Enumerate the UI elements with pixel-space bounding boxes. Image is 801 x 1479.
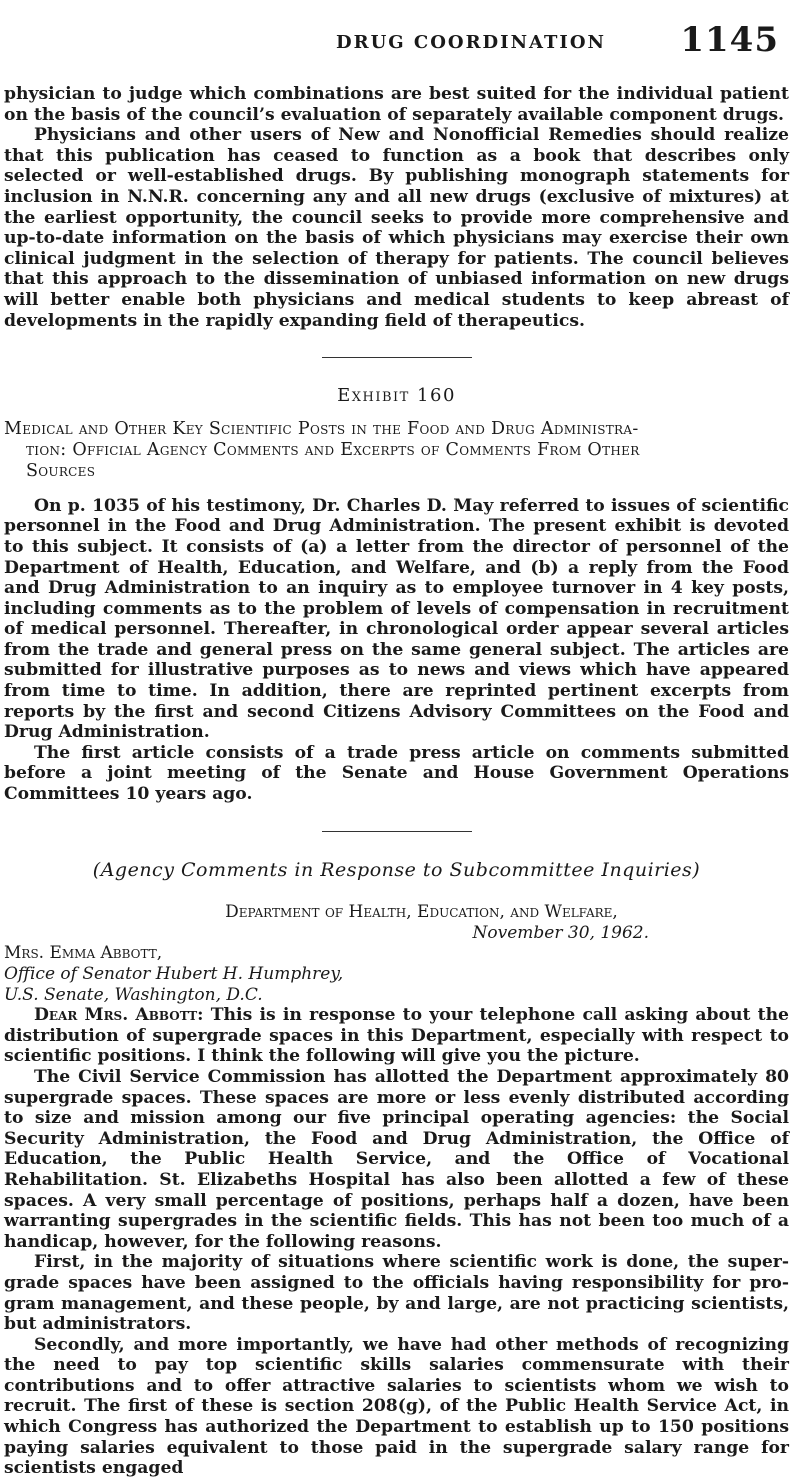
recipient-name: Mrs. Emma Abbott, [4, 943, 163, 964]
letter-address [4, 943, 789, 1005]
exhibit-heading-line: tion: Official Agency Comments and Excerpts of Comments From Other [26, 439, 640, 460]
letter-paragraph: First, in the majority of situations where scientific work is done, the super-grade spaces have been assigned to the officials having responsibility for pro-gram management, and these people, by and large, are not practicing scientists, but administrators. [4, 1252, 789, 1335]
exhibit-heading-line: Sources [26, 460, 96, 481]
letter-text: This is in response to your telephone call asking about the distribution of supergrade spaces in this Department, especially with respect to scientific positions. I think the following will give you the picture. [4, 1005, 789, 1067]
exhibit-heading-line: Medical and Other Key Scientific Posts in the Food and Drug Administra- [4, 418, 639, 439]
exhibit-paragraph: The first article consists of a trade press article on comments submitted before a joint meeting of the Senate and House Government Operations Committees 10 years ago. [4, 742, 789, 805]
letter-date: November 30, 1962. [472, 922, 649, 943]
letter-department: Department of Health, Education, and Welfare, [225, 902, 618, 923]
exhibit-heading [4, 419, 789, 482]
section-title: (Agency Comments in Response to Subcommittee Inquiries) [92, 858, 701, 881]
divider [322, 831, 472, 832]
salutation: Dear Mrs. Abbott: [34, 1005, 204, 1026]
letter-paragraph: The Civil Service Commission has allotted the Department approximately 80 supergrade spaces. These spaces are more or less evenly distributed according to size and mission among our five principal operating agencies: the Social Security Administration, the Food and Drug Administration, the Office of Education, the Public Health Service, and the Office of Vocational Rehabilitation. St. Elizabeths Hospital has also been allotted a few of these spaces. A very small percentage of positions, perhaps half a dozen, have been warranting supergrades in the scientific fields. This has not been too much of a handicap, however, for the following reasons. [4, 1066, 789, 1252]
recipient-office: Office of Senator Hubert H. Humphrey, [4, 964, 344, 984]
exhibit-label: Exhibit 160 [337, 385, 456, 407]
running-title: DRUG COORDINATION [336, 32, 606, 53]
letter-paragraph: Secondly, and more importantly, we have had other methods of recognizing the need to pay top scientific skills salaries commensurate with their contributions and to offer attractive salaries to scientists whom we wish to recruit. The first of these is section 208(g), of the Public Health Service Act, in which Congress has authorized the Department to establish up to 150 positions paying salaries equivalent to those paid in the supergrade salary range for scientists engaged [4, 1334, 789, 1479]
page-header [240, 18, 789, 58]
page-number: 1145 [680, 20, 779, 60]
divider [322, 357, 472, 358]
recipient-location: U.S. Senate, Washington, D.C. [4, 984, 263, 1005]
paragraph: Physicians and other users of New and Nonofficial Remedies should realize that this publication has ceased to function as a book that describes only selected or well-established drugs. By publishing monograph statements for inclusion in N.N.R. concerning any and all new drugs (exclusive of mixtures) at the earliest opportunity, the council seeks to provide more comprehensive and up-to-date information on the basis of which physicians may exercise their own clinical judgment in the selection of therapy for patients. The council believes that this approach to the dissemination of unbiased information on new drugs will better enable both physicians and medical students to keep abreast of developments in the rapidly expanding field of therapeutics. [4, 125, 789, 331]
body-text [4, 84, 789, 1479]
intro-paragraph: physician to judge which combinations are best suited for the individual patient on the basis of the council’s evaluation of separately available component drugs. [4, 84, 789, 125]
exhibit-paragraph: On p. 1035 of his testimony, Dr. Charles D. May referred to issues of scientific personnel in the Food and Drug Administration. The present exhibit is devoted to this subject. It consists of (a) a letter from the director of personnel of the Department of Health, Education, and Welfare, and (b) a reply from the Food and Drug Administration to an inquiry as to employee turnover in 4 key posts, including comments as to the problem of levels of compensation in recruitment of medical personnel. Thereafter, in chronological order appear several articles from the trade and general press on the same general subject. The articles are submitted for illustrative purposes as to news and views which have appeared from time to time. In addition, there are reprinted pertinent excerpts from reports by the first and second Citizens Advisory Committees on the Food and Drug Administration. [4, 495, 789, 743]
letter-paragraph [4, 1005, 789, 1067]
